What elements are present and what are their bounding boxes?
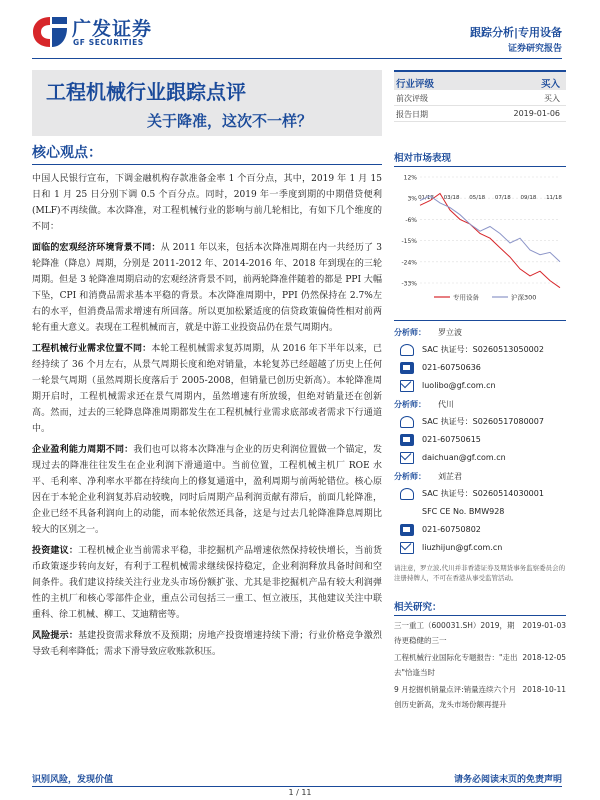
phone-icon xyxy=(400,362,414,374)
analyst-name: 刘芷君 xyxy=(438,472,462,481)
email-icon xyxy=(400,380,414,392)
page-number: 1 / 11 xyxy=(288,788,312,797)
related-item[interactable] xyxy=(394,650,566,680)
id-card-icon xyxy=(400,416,414,428)
x-tick-label: 01/18 xyxy=(418,195,434,201)
analyst-email[interactable]: daichuan@gf.com.cn xyxy=(422,453,506,462)
profit-head: 企业盈利能力周期不同： xyxy=(32,445,134,455)
company-logo xyxy=(30,14,165,52)
rating-value: 买入 xyxy=(540,79,560,90)
analyst-2 xyxy=(394,397,566,467)
x-tick-label: 05/18 xyxy=(469,195,486,201)
legend-label: 沪深300 xyxy=(511,293,537,302)
market-chart xyxy=(394,171,566,306)
analyst-disclaimer: 请注意，罗立波,代川并非香港证券及期货事务监察委员会的注册持牌人，不可在香港从事受监管活动。 xyxy=(394,564,566,582)
related-item[interactable] xyxy=(394,618,566,648)
risk-head: 风险提示： xyxy=(32,631,79,641)
intro-paragraph: 中国人民银行宣布，下调金融机构存款准备金率 1 个百分点，其中，2019 年 1 月 15 日和 1 月 25 日分别下调 0.5 个百分点。同时，2019 年一季度到期的中期借贷便利(MLF)不再续做。本次降准，对工程机械行业的影响与前几轮相比，有如下几个维度的不同： xyxy=(32,174,382,232)
x-tick-label: 07/18 xyxy=(494,195,511,201)
demand-paragraph xyxy=(32,341,382,437)
invest-paragraph xyxy=(32,543,382,623)
prev-rating-value: 买入 xyxy=(544,94,560,103)
risk-paragraph xyxy=(32,628,382,660)
y-tick-label: -24% xyxy=(401,259,417,267)
email-icon xyxy=(400,452,414,464)
analyst-name: 罗立波 xyxy=(438,328,462,337)
related-text[interactable]: 工程机械行业国际化专题报告："走出去"恰逢当时 xyxy=(394,653,518,677)
related-date: 2018-12-05 xyxy=(522,653,566,662)
x-tick-label: 11/18 xyxy=(546,195,562,201)
market-chart-svg xyxy=(394,171,566,306)
demand-head: 工程机械行业需求位置不同： xyxy=(32,344,152,354)
title-block xyxy=(32,70,382,136)
gf-logo-icon xyxy=(30,14,70,50)
phone-icon xyxy=(400,524,414,536)
related-title: 相关研究： xyxy=(394,599,566,616)
analyst-3 xyxy=(394,469,566,557)
legend-label: 专用设备 xyxy=(453,293,479,302)
analyst-phone: 021-60750636 xyxy=(422,363,481,372)
sidebar xyxy=(394,70,566,712)
related-item[interactable] xyxy=(394,682,566,712)
profit-paragraph xyxy=(32,442,382,538)
prev-rating-row xyxy=(394,90,566,106)
invest-head: 投资建议： xyxy=(32,546,79,556)
x-tick-label: 03/18 xyxy=(443,195,460,201)
macro-paragraph xyxy=(32,240,382,336)
logo-text-en: GF SECURITIES xyxy=(73,38,144,47)
demand-body: 本轮工程机械需求复苏周期，从 2016 年下半年以来，已经持续了 36 个月左右，从景气周期长度和绝对销量，本轮复苏已经超越了历史上任何一轮景气周期（虽然周期长度落后于 2005-2008，但销量已创历史新高）。本轮降准周期开启时，工程机械需求还在景气周期内，虽然增速有所放缓，但绝对销量还在创新高。然而，过去的三轮降息降准周期都发生在工程机械行业需求底部或者需求下行通道中。 xyxy=(32,344,382,434)
header-divider xyxy=(32,58,562,59)
report-date-value: 2019-01-06 xyxy=(513,109,560,118)
analyst-email[interactable]: liuzhijun@gf.com.cn xyxy=(422,543,503,552)
y-tick-label: 12% xyxy=(403,174,417,182)
id-card-icon xyxy=(400,344,414,356)
y-tick-label: -33% xyxy=(401,280,417,288)
doc-type: 跟踪分析|专用设备 xyxy=(469,26,562,39)
analyst-phone: 021-60750802 xyxy=(422,525,481,534)
logo-text-cn: 广发证券 xyxy=(72,18,153,40)
risk-body: 基建投资需求释放不及预期；房地产投资增速持续下滑；行业价格竞争激烈导致毛利率降低；需求下滑导致应收账款积压。 xyxy=(32,631,382,657)
analysts-section xyxy=(394,320,566,583)
related-text[interactable]: 9 月挖掘机销量点评:销量连续六个月创历史新高，龙头市场份额再提升 xyxy=(394,685,517,709)
analyst-phone: 021-60750615 xyxy=(422,435,481,444)
series-line-2 xyxy=(420,196,560,262)
macro-body: 从 2011 年以来，包括本次降准周期在内一共经历了 3 轮降准（降息）周期，分别是 2011-2012 年、2014-2016 年、2018 年到现在的三轮周期。但是 3 轮降准周期启动的宏观经济背景不同，前两轮降准伴随着的都是 PPI 大幅下坠，CPI 和消费品需求基本平稳的背景。本次降准周期中，PPI 仍然保持在 2.7%左右的水平，但消费品需求增速有所回落。所以更加松紧适度的信贷政策偏倚性相对前两轮有重大意义。表现在工程机械而言，就是中游工业投资品仍在景气周期内。 xyxy=(32,243,382,333)
analyst-cert: SAC 执证号：S0260514030001 xyxy=(422,489,544,498)
analyst-email[interactable]: luolibo@gf.com.cn xyxy=(422,381,496,390)
doc-subtype: 证券研究报告 xyxy=(507,44,562,54)
analyst-name: 代川 xyxy=(438,400,454,409)
related-date: 2018-10-11 xyxy=(522,685,566,694)
related-date: 2019-01-03 xyxy=(522,621,566,630)
id-card-icon xyxy=(400,488,414,500)
y-tick-label: 3% xyxy=(407,195,417,203)
email-icon xyxy=(400,542,414,554)
report-subtitle: 关于降准，这次不一样？ xyxy=(146,112,312,130)
y-tick-label: -6% xyxy=(405,216,417,224)
related-text[interactable]: 三一重工（600031.SH）2019，期待更稳健的三一 xyxy=(394,621,515,645)
report-title: 工程机械行业跟踪点评 xyxy=(46,80,246,104)
main-content xyxy=(32,142,382,665)
prev-rating-label: 前次评级 xyxy=(396,94,428,103)
report-date-label: 报告日期 xyxy=(396,110,428,119)
analyst-title: 分析师： xyxy=(394,328,426,337)
page-header xyxy=(0,0,600,62)
analyst-1 xyxy=(394,325,566,395)
phone-icon xyxy=(400,434,414,446)
rating-header xyxy=(394,70,566,90)
footer-slogan: 识别风险，发现价值 xyxy=(32,775,114,785)
analyst-cert: SAC 执证号：S0260513050002 xyxy=(422,345,544,354)
core-heading: 核心观点： xyxy=(32,142,382,165)
x-tick-label: 09/18 xyxy=(520,195,537,201)
report-date-row xyxy=(394,106,566,122)
profit-body: 我们也可以将本次降准与企业的历史利润位置做一个锚定，发现过去的降准往往发生在企业利润下滑通道中。当前位置，工程机械主机厂 ROE 水平、毛利率、净利率水平都在持续向上的修复通道中，盈利周期与前两轮错位。核心原因在于本轮企业利润复苏启动较晚，同时后周期产品利润贡献有滞后，前面几轮降准，企业已经不具备利润向上的动能，而本轮依然还具备，这是与过去几轮降准降息周期比较大的区别之一。 xyxy=(32,445,382,535)
analyst-cert: SAC 执证号：S0260517080007 xyxy=(422,417,544,426)
analyst-cert-sfc: SFC CE No. BMW928 xyxy=(422,507,505,516)
rating-label: 行业评级 xyxy=(396,79,435,90)
footer-disclaimer-note: 请务必阅读末页的免责声明 xyxy=(453,775,562,785)
footer-divider xyxy=(32,786,562,787)
y-tick-label: -15% xyxy=(401,238,417,246)
analyst-title: 分析师： xyxy=(394,472,426,481)
market-chart-title: 相对市场表现 xyxy=(394,150,566,167)
macro-head: 面临的宏观经济环境背景不同： xyxy=(32,243,161,253)
analyst-title: 分析师： xyxy=(394,400,426,409)
invest-body: 工程机械企业当前需求平稳，非挖掘机产品增速依然保持较快增长，当前货币政策逐步转向友好，有利于工程机械需求继续保持稳定，企业利润释放具备时间和空间条件。我们建议持续关注行业龙头市场份额扩张、尤其是非挖掘机产品有较大利润弹性的主机厂和核心零部件企业，重点公司包括三一重工、恒立液压，其他建议关注中联重科、徐工机械、柳工、艾迪精密等。 xyxy=(32,546,382,620)
